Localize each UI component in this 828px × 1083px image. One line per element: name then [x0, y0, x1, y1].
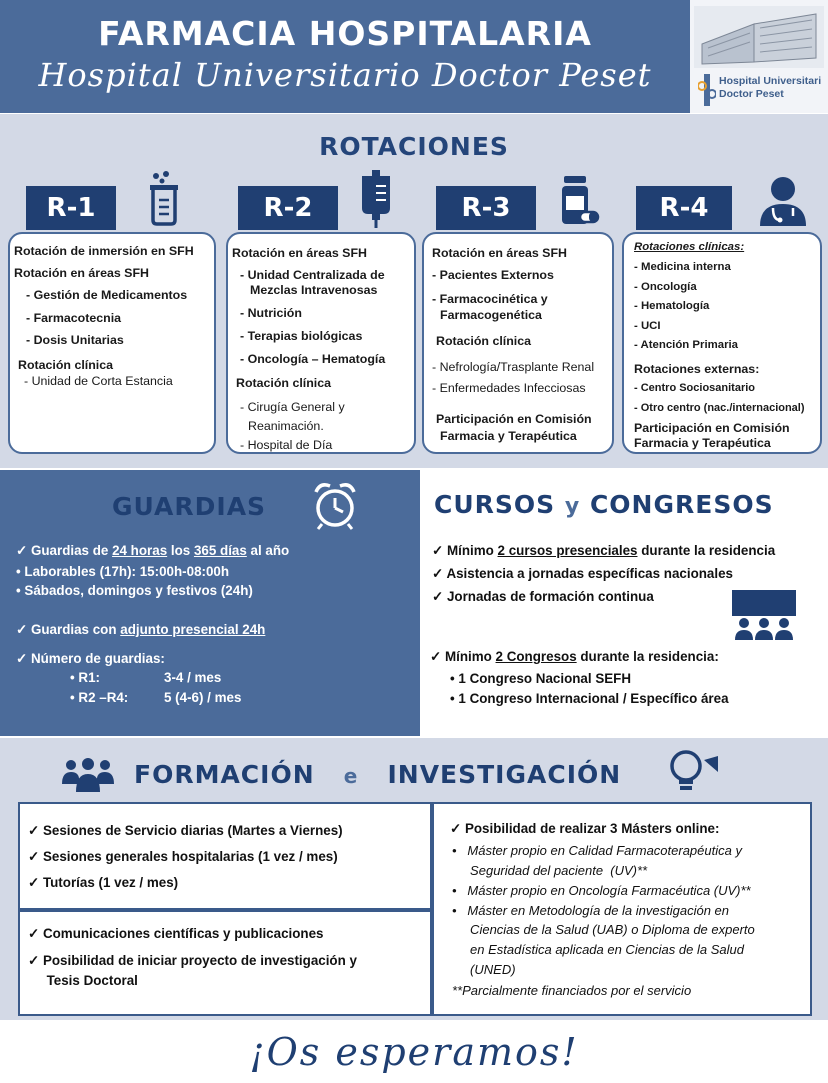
text: 365 días — [193, 543, 247, 558]
master-line: Ciencias de la Salud (UAB) o Diploma de experto — [452, 922, 755, 937]
master-line: • Máster propio en Oncología Farmacéutica (UV)** — [452, 883, 751, 898]
r1-line: Rotación en áreas SFH — [14, 266, 149, 280]
cursos-line-4 — [430, 649, 719, 665]
text: 2 Congresos — [495, 649, 577, 664]
page-title: FARMACIA HOSPITALARIA — [98, 14, 592, 53]
text: durante la residencia: — [576, 649, 719, 664]
master-line: • Máster propio en Calidad Farmacoterapéutica y — [452, 843, 742, 858]
master-line: • Máster en Metodología de la investigación en — [452, 903, 729, 918]
guardias-line-5: ✓ Número de guardias: — [16, 651, 165, 666]
cursos-line-2: ✓ Asistencia a jornadas específicas nacionales — [432, 566, 733, 581]
r4-box — [622, 232, 822, 454]
guardias-line-4 — [16, 622, 265, 638]
lightbulb-icon — [664, 748, 720, 794]
r3-line: - Pacientes Externos — [432, 268, 554, 282]
text: al año — [246, 543, 290, 558]
text: ✓ Guardias de — [16, 543, 113, 558]
text: y — [564, 494, 581, 519]
r4-line: Rotaciones clínicas: — [634, 241, 745, 253]
r2-box — [226, 232, 416, 454]
rotaciones-title: ROTACIONES — [319, 132, 509, 161]
doctor-icon — [756, 176, 810, 228]
guardias-line-3: • Sábados, domingos y festivos (24h) — [16, 583, 253, 598]
r1-box — [8, 232, 216, 454]
logo-line-2: Doctor Peset — [719, 88, 784, 100]
r2-line: - Cirugía General y — [240, 400, 345, 414]
r2-line: - Terapias biológicas — [240, 329, 363, 343]
logo-mark-icon — [698, 74, 716, 106]
r2-line: - Nutrición — [240, 306, 302, 320]
guardias-line-1 — [16, 543, 289, 559]
guardias-r1-value: 3-4 / mes — [164, 670, 222, 685]
r3-line: - Enfermedades Infecciosas — [432, 381, 586, 395]
page-subtitle: Hospital Universitario Doctor Peset — [38, 56, 652, 94]
r2-line: Mezclas Intravenosas — [250, 283, 378, 297]
r2-line: Reanimación. — [248, 419, 324, 433]
guardias-r2-value: 5 (4-6) / mes — [164, 690, 242, 705]
r3-line: Participación en Comisión — [436, 412, 592, 426]
masters-note: **Parcialmente financiados por el servicio — [452, 983, 692, 998]
r3-line: - Farmacocinética y — [432, 292, 548, 306]
cursos-title — [434, 490, 774, 519]
r3-box — [422, 232, 614, 454]
masters-title: ✓ Posibilidad de realizar 3 Másters online: — [450, 821, 720, 836]
r4-tab: R-4 — [636, 186, 732, 230]
r1-line: - Unidad de Corta Estancia — [24, 374, 173, 388]
formacion-item: ✓ Sesiones de Servicio diarias (Martes a Viernes) — [28, 823, 343, 838]
cursos-line-3: ✓ Jornadas de formación continua — [432, 589, 654, 604]
formacion-item: ✓ Sesiones generales hospitalarias (1 vez / mes) — [28, 849, 338, 864]
text: durante la residencia — [637, 543, 776, 558]
r4-line: - Centro Sociosanitario — [634, 382, 756, 394]
r3-tab: R-3 — [436, 186, 536, 230]
text: 2 cursos presenciales — [497, 543, 638, 558]
cursos-line-5: • 1 Congreso Nacional SEFH — [450, 671, 632, 686]
r2-line: - Unidad Centralizada de — [240, 268, 385, 282]
text: los — [167, 543, 194, 558]
text: ✓ Mínimo — [432, 543, 498, 558]
text: FORMACIÓN — [134, 760, 315, 789]
r1-line: Rotación de inmersión en SFH — [14, 244, 194, 258]
r4-line: - Hematología — [634, 300, 710, 312]
r3-line: Rotación clínica — [436, 334, 532, 348]
r4-line: - Atención Primaria — [634, 339, 739, 351]
formacion-item: Tesis Doctoral — [28, 973, 138, 988]
r2-line: - Oncología – Hematogía — [240, 352, 386, 366]
master-line: Seguridad del paciente (UV)** — [452, 863, 648, 878]
r3-line: Rotación en áreas SFH — [432, 246, 567, 260]
text: adjunto presencial 24h — [120, 622, 266, 637]
guardias-line-2: • Laborables (17h): 15:00h-08:00h — [16, 564, 230, 579]
formacion-title — [134, 760, 621, 789]
cursos-line-1 — [432, 543, 775, 559]
r1-line: - Farmacotecnia — [26, 311, 122, 325]
text: e — [343, 764, 359, 788]
group-people-icon — [62, 758, 114, 792]
flask-icon — [146, 170, 182, 226]
presentation-audience-icon — [732, 590, 796, 640]
hospital-building-icon — [694, 6, 824, 68]
text: CURSOS — [434, 490, 556, 519]
r1-line: - Dosis Unitarias — [26, 333, 124, 347]
logo-text — [719, 75, 821, 101]
r1-tab: R-1 — [26, 186, 116, 230]
r4-line: - Medicina interna — [634, 261, 731, 273]
r4-line: Rotaciones externas: — [634, 362, 760, 376]
footer-text: ¡Os esperamos! — [249, 1030, 579, 1074]
r4-line: - Oncología — [634, 281, 697, 293]
cursos-line-6: • 1 Congreso Internacional / Específico área — [450, 691, 729, 706]
text: 24 horas — [112, 543, 168, 558]
r2-tab: R-2 — [238, 186, 338, 230]
text: INVESTIGACIÓN — [387, 760, 622, 789]
r1-line: Rotación clínica — [18, 358, 114, 372]
r2-line: Rotación clínica — [236, 376, 332, 390]
r4-line: Participación en Comisión — [634, 421, 790, 435]
text: ✓ Mínimo — [430, 649, 496, 664]
r3-line: Farmacia y Terapéutica — [440, 429, 577, 443]
r3-line: - Nefrología/Trasplante Renal — [432, 360, 595, 374]
hospital-logo — [690, 0, 828, 113]
guardias-r2-label: • R2 –R4: — [70, 690, 129, 705]
formacion-item: ✓ Tutorías (1 vez / mes) — [28, 875, 179, 890]
text: CONGRESOS — [589, 490, 774, 519]
formacion-item: ✓ Comunicaciones científicas y publicaciones — [28, 926, 324, 941]
text: ✓ Guardias con — [16, 622, 121, 637]
master-line: en Estadística aplicada en Ciencias de la Salud — [452, 942, 744, 957]
r4-line: Farmacia y Terapéutica — [634, 436, 771, 450]
r1-line: - Gestión de Medicamentos — [26, 288, 188, 302]
iv-bag-icon — [358, 170, 394, 228]
pill-bottle-icon — [560, 176, 600, 228]
r3-line: Farmacogenética — [440, 308, 542, 322]
r2-line: - Hospital de Día — [240, 438, 333, 452]
formacion-item: ✓ Posibilidad de iniciar proyecto de investigación y — [28, 953, 357, 968]
r4-line: - UCI — [634, 320, 661, 332]
logo-line-1: Hospital Universitari — [719, 75, 822, 87]
guardias-title: GUARDIAS — [112, 492, 267, 521]
master-line: (UNED) — [452, 962, 516, 977]
r2-line: Rotación en áreas SFH — [232, 246, 367, 260]
guardias-r1-label: • R1: — [70, 670, 100, 685]
r4-line: - Otro centro (nac./internacional) — [634, 402, 805, 414]
alarm-clock-icon — [312, 480, 358, 530]
